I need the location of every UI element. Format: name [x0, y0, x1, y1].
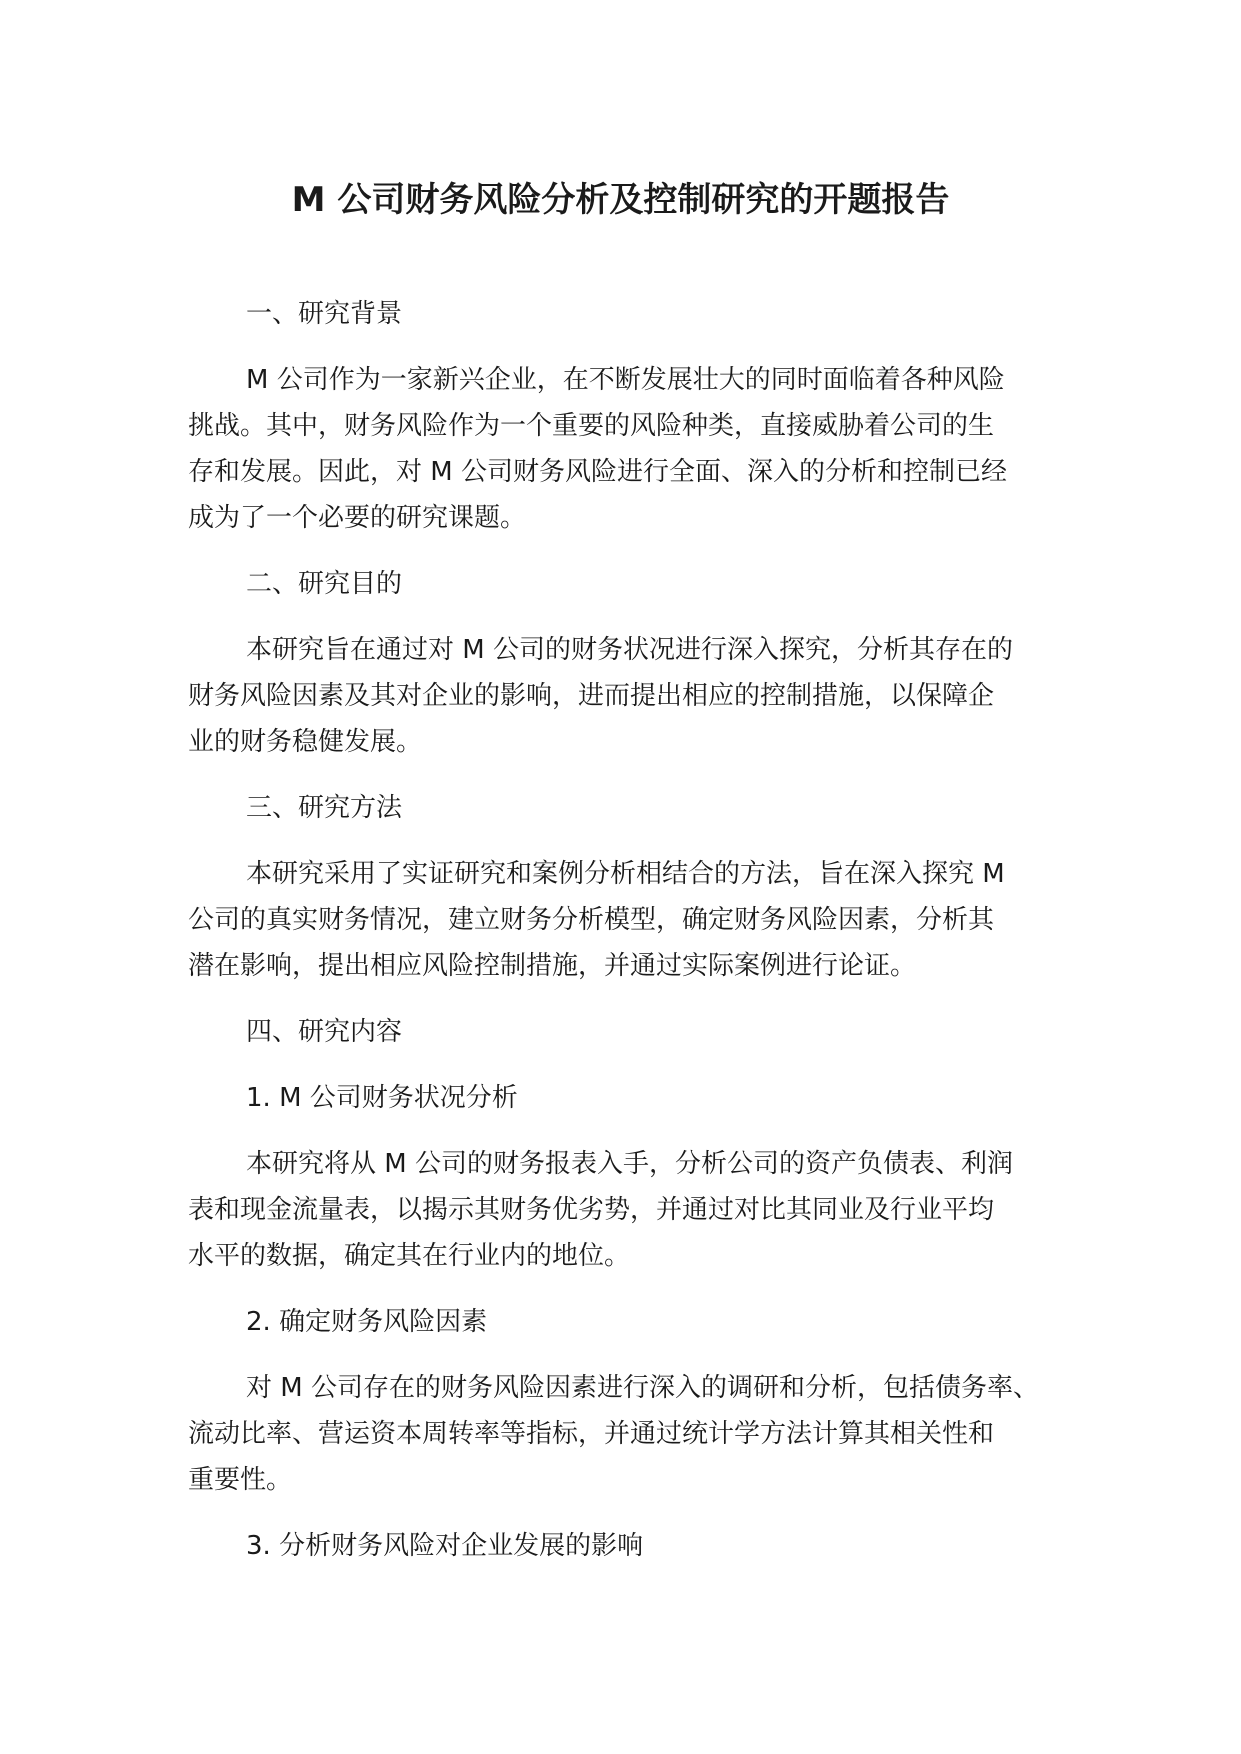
- section-heading-content: 四、研究内容: [246, 1017, 403, 1047]
- paragraph-line: 本研究采用了实证研究和案例分析相结合的方法，旨在深入探究 M: [246, 859, 1005, 889]
- paragraph-line: 流动比率、营运资本周转率等指标，并通过统计学方法计算其相关性和: [188, 1419, 995, 1449]
- paragraph-line: 成为了一个必要的研究课题。: [188, 503, 527, 533]
- paragraph-line: 公司的真实财务情况，建立财务分析模型，确定财务风险因素，分析其: [188, 905, 995, 935]
- paragraph-line: 潜在影响，提出相应风险控制措施，并通过实际案例进行论证。: [188, 951, 917, 981]
- paragraph-line: 业的财务稳健发展。: [188, 727, 423, 757]
- paragraph-line: 对 M 公司存在的财务风险因素进行深入的调研和分析，包括债务率、: [246, 1373, 1039, 1403]
- section-heading-method: 三、研究方法: [246, 793, 403, 823]
- paragraph-line: 本研究旨在通过对 M 公司的财务状况进行深入探究，分析其存在的: [246, 635, 1013, 665]
- paragraph-line: 本研究将从 M 公司的财务报表入手，分析公司的资产负债表、利润: [246, 1149, 1013, 1179]
- paragraph-line: M 公司作为一家新兴企业，在不断发展壮大的同时面临着各种风险: [246, 365, 1005, 395]
- document-title: M 公司财务风险分析及控制研究的开题报告: [291, 180, 950, 220]
- paragraph-line: 重要性。: [188, 1465, 293, 1495]
- subsection-heading: 3. 分析财务风险对企业发展的影响: [246, 1531, 644, 1561]
- paragraph-line: 存和发展。因此，对 M 公司财务风险进行全面、深入的分析和控制已经: [188, 457, 1007, 487]
- paragraph-line: 水平的数据，确定其在行业内的地位。: [188, 1241, 631, 1271]
- subsection-heading: 1. M 公司财务状况分析: [246, 1083, 518, 1113]
- paragraph-line: 表和现金流量表，以揭示其财务优劣势，并通过对比其同业及行业平均: [188, 1195, 995, 1225]
- paragraph-line: 财务风险因素及其对企业的影响，进而提出相应的控制措施，以保障企: [188, 681, 995, 711]
- subsection-heading: 2. 确定财务风险因素: [246, 1307, 488, 1337]
- paragraph-line: 挑战。其中，财务风险作为一个重要的风险种类，直接威胁着公司的生: [188, 411, 995, 441]
- section-heading-purpose: 二、研究目的: [246, 569, 403, 599]
- section-heading-background: 一、研究背景: [246, 299, 403, 329]
